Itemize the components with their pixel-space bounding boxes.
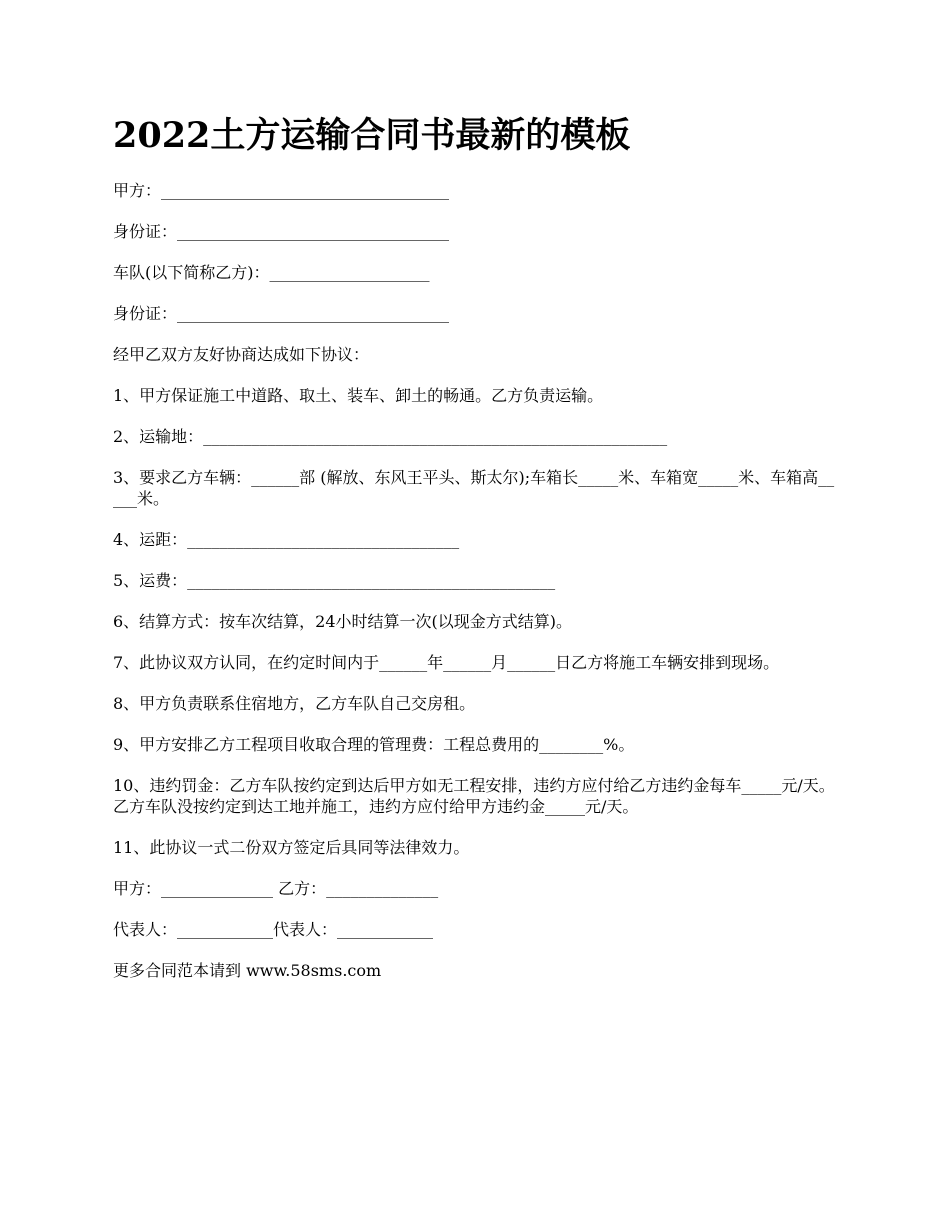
party-b-id-line: 身份证：__________________________________ xyxy=(113,304,450,323)
footer-more-templates: 更多合同范本请到 www.58sms.com xyxy=(113,961,382,980)
signature-parties-line: 甲方：______________ 乙方：______________ xyxy=(113,879,439,898)
agreement-intro: 经甲乙双方友好协商达成如下协议： xyxy=(113,345,370,364)
clause-3: 3、要求乙方车辆：______部 (解放、东风王平头、斯太尔);车箱长_____米、车箱宽_____米、车箱高_____米。 xyxy=(113,468,835,508)
document-title: 2022土方运输合同书最新的模板 xyxy=(113,115,631,156)
clause-4: 4、运距：__________________________________ xyxy=(113,530,460,549)
clause-7: 7、此协议双方认同，在约定时间内于______年______月______日乙方将施工车辆安排到现场。 xyxy=(113,653,780,672)
clause-11: 11、此协议一式二份双方签定后具同等法律效力。 xyxy=(113,838,470,857)
document-body xyxy=(113,180,838,1001)
clause-1: 1、甲方保证施工中道路、取土、装车、卸土的畅通。乙方负责运输。 xyxy=(113,386,604,405)
clause-5: 5、运费：______________________________________________ xyxy=(113,571,556,590)
clause-9: 9、甲方安排乙方工程项目收取合理的管理费：工程总费用的________%。 xyxy=(113,735,635,754)
party-a-id-line: 身份证：__________________________________ xyxy=(113,222,450,241)
signature-representatives-line: 代表人：____________代表人：____________ xyxy=(113,920,434,939)
clause-10: 10、违约罚金：乙方车队按约定到达后甲方如无工程安排，违约方应付给乙方违约金每车_____元/天。乙方车队没按约定到达工地并施工，违约方应付给甲方违约金_____元/天。 xyxy=(113,776,835,816)
clause-6: 6、结算方式：按车次结算，24小时结算一次(以现金方式结算)。 xyxy=(113,612,573,631)
clause-8: 8、甲方负责联系住宿地方，乙方车队自己交房租。 xyxy=(113,694,476,713)
party-a-line: 甲方：____________________________________ xyxy=(113,181,450,200)
party-b-line: 车队(以下简称乙方)：____________________ xyxy=(113,263,430,282)
clause-2: 2、运输地：__________________________________________________________ xyxy=(113,427,668,446)
